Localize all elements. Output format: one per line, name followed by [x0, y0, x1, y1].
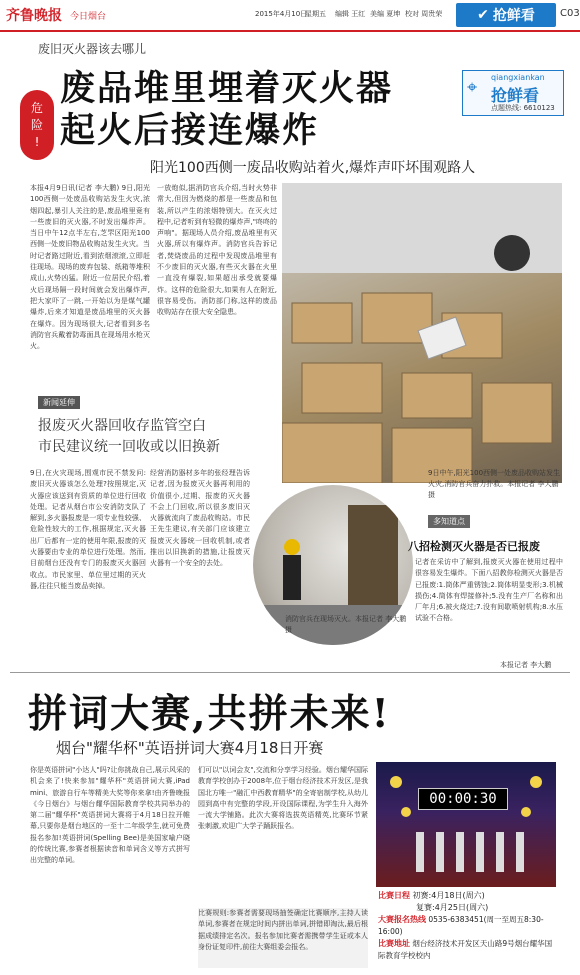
schedule-value: 初赛:4月18日(周六)	[412, 891, 485, 900]
story1-column-1: 本报4月9日讯(记者 李大鹏) 9日,阳光100西侧一处废品收购站发生火灾,浓烟四起,暴引人关注的是,废品堆里竟有一些废旧的灭火器,不时发出爆炸声。当日中午12点半左右,芝罘区阳光100西侧一处废旧物品收购站发生火灾。当时记者路过附近,看到浓烟滚滚,立即赶往现场。现场的废弃包装、纸箱等堆积成山,火势凶猛。附近一位居民介绍,着火后现场隔一段时间就会发出爆炸声,把大家吓了一跳,一开始以为是煤气罐爆炸,后来才知道是废品堆里的灭火器在爆炸。因为现场很大,记者看到多名消防官兵戴着防毒面具在现场用水枪灭火。	[30, 184, 150, 351]
edition-label: 今日烟台	[70, 12, 107, 22]
contest-timer: 00:00:30	[418, 788, 508, 810]
brand-badge-name: 抢鲜看	[491, 86, 540, 105]
proof-credit: 校对 周贵荣	[405, 10, 443, 18]
schedule-row	[378, 890, 558, 902]
issue-date: 2015年4月10日	[255, 10, 308, 18]
schedule-row	[378, 938, 558, 962]
story1-column-2: 一放炮似,据消防官兵介绍,当时火势非常大,但因为燃烧的都是一些废品和包装,所以产生的浓烟特别大。在灭火过程中,记者听到有轻微的爆炸声,"咚咚的声响"。据现场人员介绍,废品堆里有灭火器,所以有爆炸声。消防官兵告诉记者,焚烧废品的过程中发现废品堆里有不少废旧的灭火器,有些灭火器在火里一直没有爆裂,如果超出承受就要爆炸。这样的危险很大,如果有人在附近,很容易受伤。消防部门称,这样的废品收购站存在很大安全隐患。	[157, 184, 277, 317]
fire-scene-photo	[282, 183, 562, 483]
danger-badge	[20, 90, 54, 160]
designer-credit: 美编 夏坤	[370, 10, 401, 18]
tips-bar: 多知道点	[428, 515, 470, 528]
danger-char-1: 危	[30, 100, 43, 115]
schedule-value: 烟台经济技术开发区天山路9号烟台耀华国际教育学校校内	[378, 939, 553, 960]
schedule-label: 比赛地址	[378, 939, 410, 948]
location-pin-icon: ⌖	[467, 77, 478, 98]
page-number: C03	[560, 8, 580, 19]
fire-scene-illustration	[282, 183, 562, 483]
contest-column-2: 们可以"以词会友",交流和分享学习经验。烟台耀华国际教育学校创办于2008年,位于烟台经济技术开发区,是我国北方唯一"融汇中西教育精华"的全寄宿制学校,从幼儿园到高中有完整的学段,开设国际课程,为学生升入海外一流大学铺路。此次大赛将选拔英语精英,比赛环节紧张刺激,欢迎广大学子踊跃报名。	[198, 766, 368, 831]
contest-stage-photo	[376, 762, 556, 887]
contest-subheadline: 烟台"耀华杯"英语拼词大赛4月18日开赛	[56, 739, 324, 757]
firefighter-photo-caption: 消防官兵在现场灭火。本报记者 李大鹏 摄	[285, 615, 407, 634]
contest-headline: 拼词大赛,共拼未来!	[28, 691, 391, 737]
brand-badge-sub: qiangxiankan	[491, 73, 545, 82]
contest-column-1: 你是英语拼词"小达人"吗?让你挑战自己,展示风采的机会来了!快来参加"耀华杯"英语拼词大赛,iPad mini、旅游自行车等精美大奖等你来拿!由齐鲁晚报《今日烟台》与烟台耀华国际教育学校共同举办的第二届"耀华杯"英语拼词大赛将于4月18日拉开帷幕,只要你是烟台地区的一至十二年级学生,就可免费报名参加!英语拼词(Spelling Bee)是美国家喻户晓的传统比赛,参赛者根据读音和单词含义等方式拼写出完整的单词。	[30, 766, 190, 865]
schedule-value: 复赛:4月25日(周六)	[416, 903, 489, 912]
danger-char-3: !	[34, 134, 40, 149]
contest-rules-box: 比赛规则:参赛者需要现场抽签确定比赛顺序,主持人读单词,参赛者在规定时间内拼出单词,拼错即淘汰,最后根据成绩排定名次。报名参加比赛者需携带学生证或本人身份证复印件,前往大赛组委会报名。	[198, 908, 368, 968]
section-divider	[10, 672, 570, 673]
main-headline	[60, 68, 393, 152]
brand-badge	[462, 70, 564, 116]
contest-schedule	[378, 890, 558, 970]
fire-photo-caption: 9日中午,阳光100西侧一处废品收购站发生火灾,消防官兵奋力扑救。本报记者 李大鹏 摄	[428, 469, 561, 499]
kicker: 废旧灭火器该去哪儿	[38, 42, 147, 56]
subheadline: 阳光100西侧一废品收购站着火,爆炸声吓坏围观路人	[150, 160, 476, 176]
story3-body: 记者在采访中了解到,报废灭火器在使用过程中很容易发生爆炸。下面八招教你检测灭火器是否已报废:1.筒体严重锈蚀;2.筒体明显变形;3.机械损伤;4.筒体有焊接修补;5.没有生产厂名称和出厂年月;6.被火烧过;7.没有间歇喷射机构;8.水压试验不合格。	[415, 558, 563, 623]
story2-column-2: 经营消防器材多年的张经理告诉记者,因为报废灭火器再利用的价值很小,过期、报废的灭火器不会上门回收,所以很多废旧灭火器就流向了废品收购站。市民王先生建议,有关部门应该建立报废灭火器统一回收机制,或者推出以旧换新的措施,让报废灭火器有一个安全的去处。	[150, 469, 250, 568]
checkmark-icon: ✔	[477, 7, 489, 23]
news-extension-bar: 新闻延伸	[38, 396, 80, 409]
headline-line-1: 废品堆里埋着灭火器	[60, 68, 394, 109]
story2-column-1: 9日,在火灾现场,围观市民不禁发问:废旧灭火器该怎么处理?按照规定,灭火器应该送到有资质的单位进行回收处理。记者从烟台市公安消防支队了解到,多火器报废是一项专业性较强、危险性较大的工作,根据规定,灭火器出厂后都有一定的使用年限,报废的灭火器要由专业的单位进行处理。然而,目前烟台还没有专门的报废灭火器回收点。市民家里、单位里过期的灭火器,往往只能当废品卖掉。	[30, 469, 146, 590]
schedule-label: 大赛报名热线	[378, 915, 426, 924]
stage-illustration	[376, 762, 556, 887]
danger-char-2: 险	[30, 117, 43, 132]
story3-credit: 本报记者 李大鹏	[500, 661, 552, 669]
story2-headline-line-2: 市民建议统一回收或以旧换新	[38, 439, 220, 455]
schedule-row	[378, 914, 558, 938]
story2-headline-line-1: 报废灭火器回收存监管空白	[38, 418, 206, 434]
editor-credit: 编辑 王红	[335, 10, 366, 18]
schedule-value: 0535-6383451(周一至周五8:30-16:00)	[378, 915, 544, 936]
newspaper-logo: 齐鲁晚报	[6, 8, 62, 24]
story3-headline: 八招检测灭火器是否已报废	[408, 540, 540, 553]
issue-weekday: 星期五	[305, 10, 326, 18]
schedule-row	[378, 902, 558, 914]
schedule-label: 比赛日程	[378, 891, 410, 900]
section-badge	[456, 3, 556, 27]
headline-line-2: 起火后接连爆炸	[60, 110, 320, 151]
brand-badge-phone: 点题热线: 6610123	[491, 104, 555, 112]
section-title: 抢鲜看	[492, 8, 535, 24]
